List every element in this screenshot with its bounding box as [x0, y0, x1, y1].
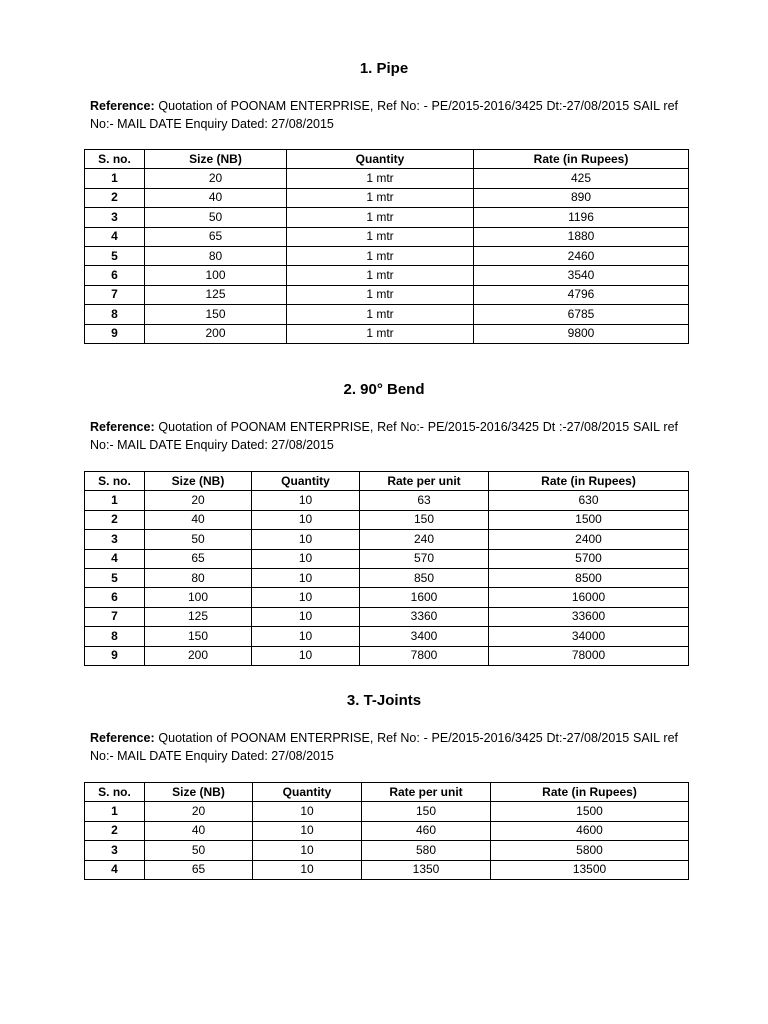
- table-row: [85, 227, 689, 246]
- table-cell: 150: [145, 627, 252, 646]
- serial-number-cell: 3: [85, 530, 145, 549]
- table-cell: 1350: [362, 860, 491, 879]
- table-row: [85, 627, 689, 646]
- table-cell: 16000: [489, 588, 689, 607]
- table-cell: 9800: [474, 324, 689, 343]
- table-row: [85, 208, 689, 227]
- column-header: Size (NB): [145, 472, 252, 491]
- table-cell: 425: [474, 169, 689, 188]
- table-cell: 1500: [491, 802, 689, 821]
- column-header: Size (NB): [145, 150, 287, 169]
- table-cell: 10: [252, 627, 360, 646]
- table-row: [85, 285, 689, 304]
- table-cell: 20: [145, 802, 253, 821]
- serial-number-cell: 7: [85, 285, 145, 304]
- serial-number-cell: 6: [85, 266, 145, 285]
- column-header: Size (NB): [145, 783, 253, 802]
- serial-number-cell: 2: [85, 821, 145, 840]
- serial-number-cell: 8: [85, 627, 145, 646]
- pipe-table: [84, 149, 689, 344]
- column-header: Quantity: [287, 150, 474, 169]
- table-cell: 1 mtr: [287, 324, 474, 343]
- column-header: S. no.: [85, 472, 145, 491]
- table-cell: 10: [252, 530, 360, 549]
- table-cell: 80: [145, 246, 287, 265]
- table-cell: 63: [360, 491, 489, 510]
- table-cell: 1 mtr: [287, 266, 474, 285]
- section-title-pipe: 1. Pipe: [359, 60, 409, 77]
- serial-number-cell: 1: [85, 169, 145, 188]
- serial-number-cell: 9: [85, 646, 145, 665]
- serial-number-cell: 4: [85, 549, 145, 568]
- table-cell: 1 mtr: [287, 208, 474, 227]
- table-cell: 100: [145, 588, 252, 607]
- serial-number-cell: 4: [85, 860, 145, 879]
- reference-label: Reference:: [90, 420, 155, 434]
- table-cell: 8500: [489, 568, 689, 587]
- reference-text: Quotation of POONAM ENTERPRISE, Ref No: - PE/2015-2016/3425 Dt:-27/08/2015 SAIL ref No:- MAIL DATE Enquiry Dated: 27/08/2015: [90, 731, 678, 763]
- table-cell: 10: [252, 549, 360, 568]
- table-cell: 65: [145, 549, 252, 568]
- table-cell: 20: [145, 491, 252, 510]
- serial-number-cell: 5: [85, 246, 145, 265]
- table-cell: 50: [145, 841, 253, 860]
- table-cell: 4600: [491, 821, 689, 840]
- table-row: [85, 549, 689, 568]
- table-row: [85, 802, 689, 821]
- table-cell: 1 mtr: [287, 305, 474, 324]
- table-cell: 50: [145, 530, 252, 549]
- table-cell: 40: [145, 188, 287, 207]
- table-cell: 890: [474, 188, 689, 207]
- table-cell: 80: [145, 568, 252, 587]
- table-header-row: [85, 472, 689, 491]
- table-row: [85, 510, 689, 529]
- table-cell: 10: [253, 860, 362, 879]
- table-header: [85, 783, 689, 802]
- serial-number-cell: 7: [85, 607, 145, 626]
- table-row: [85, 568, 689, 587]
- reference-tjoints: [90, 729, 678, 765]
- table-cell: 10: [252, 607, 360, 626]
- serial-number-cell: 2: [85, 510, 145, 529]
- table-row: [85, 530, 689, 549]
- table-cell: 10: [253, 841, 362, 860]
- table-row: [85, 860, 689, 879]
- table-cell: 34000: [489, 627, 689, 646]
- table-cell: 125: [145, 285, 287, 304]
- table-row: [85, 324, 689, 343]
- serial-number-cell: 3: [85, 208, 145, 227]
- table-cell: 850: [360, 568, 489, 587]
- table-body: [85, 169, 689, 344]
- column-header: Rate (in Rupees): [474, 150, 689, 169]
- section-title-bend: 2. 90° Bend: [343, 381, 425, 398]
- reference-pipe: [90, 97, 678, 133]
- table-cell: 580: [362, 841, 491, 860]
- table-cell: 1 mtr: [287, 188, 474, 207]
- table-cell: 10: [252, 646, 360, 665]
- reference-label: Reference:: [90, 99, 155, 113]
- table-cell: 10: [253, 802, 362, 821]
- table-cell: 200: [145, 324, 287, 343]
- table-cell: 10: [252, 510, 360, 529]
- table-cell: 65: [145, 227, 287, 246]
- table-header-row: [85, 783, 689, 802]
- table-cell: 100: [145, 266, 287, 285]
- table-row: [85, 588, 689, 607]
- table-cell: 78000: [489, 646, 689, 665]
- table-row: [85, 305, 689, 324]
- serial-number-cell: 5: [85, 568, 145, 587]
- table-cell: 570: [360, 549, 489, 568]
- serial-number-cell: 3: [85, 841, 145, 860]
- table-cell: 150: [360, 510, 489, 529]
- reference-label: Reference:: [90, 731, 155, 745]
- table-cell: 6785: [474, 305, 689, 324]
- table-cell: 40: [145, 510, 252, 529]
- table-cell: 150: [145, 305, 287, 324]
- column-header: Rate (in Rupees): [489, 472, 689, 491]
- reference-text: Quotation of POONAM ENTERPRISE, Ref No:- PE/2015-2016/3425 Dt :-27/08/2015 SAIL ref No:- MAIL DATE Enquiry Dated: 27/08/2015: [90, 420, 678, 452]
- reference-bend: [90, 418, 678, 454]
- table-row: [85, 188, 689, 207]
- table-cell: 240: [360, 530, 489, 549]
- table-cell: 1 mtr: [287, 285, 474, 304]
- table-row: [85, 821, 689, 840]
- column-header: Rate per unit: [360, 472, 489, 491]
- table-cell: 630: [489, 491, 689, 510]
- table-cell: 40: [145, 821, 253, 840]
- table-cell: 3540: [474, 266, 689, 285]
- table-cell: 10: [252, 491, 360, 510]
- table-cell: 5800: [491, 841, 689, 860]
- table-cell: 1 mtr: [287, 246, 474, 265]
- table-row: [85, 169, 689, 188]
- table-cell: 460: [362, 821, 491, 840]
- table-cell: 200: [145, 646, 252, 665]
- table-row: [85, 266, 689, 285]
- table-cell: 1600: [360, 588, 489, 607]
- serial-number-cell: 1: [85, 802, 145, 821]
- table-cell: 5700: [489, 549, 689, 568]
- column-header: S. no.: [85, 150, 145, 169]
- table-cell: 1 mtr: [287, 227, 474, 246]
- table-header: [85, 472, 689, 491]
- tjoints-table: [84, 782, 689, 880]
- serial-number-cell: 1: [85, 491, 145, 510]
- table-cell: 10: [252, 568, 360, 587]
- table-cell: 2400: [489, 530, 689, 549]
- table-cell: 125: [145, 607, 252, 626]
- table-cell: 10: [253, 821, 362, 840]
- table-cell: 50: [145, 208, 287, 227]
- table-cell: 13500: [491, 860, 689, 879]
- table-cell: 7800: [360, 646, 489, 665]
- table-header-row: [85, 150, 689, 169]
- table-body: [85, 802, 689, 880]
- table-cell: 20: [145, 169, 287, 188]
- table-cell: 4796: [474, 285, 689, 304]
- reference-text: Quotation of POONAM ENTERPRISE, Ref No: - PE/2015-2016/3425 Dt:-27/08/2015 SAIL ref No:- MAIL DATE Enquiry Dated: 27/08/2015: [90, 99, 678, 131]
- table-cell: 33600: [489, 607, 689, 626]
- table-row: [85, 607, 689, 626]
- table-header: [85, 150, 689, 169]
- column-header: S. no.: [85, 783, 145, 802]
- table-cell: 1880: [474, 227, 689, 246]
- serial-number-cell: 8: [85, 305, 145, 324]
- table-cell: 150: [362, 802, 491, 821]
- serial-number-cell: 2: [85, 188, 145, 207]
- table-row: [85, 646, 689, 665]
- table-cell: 3360: [360, 607, 489, 626]
- bend-table: [84, 471, 689, 666]
- table-cell: 2460: [474, 246, 689, 265]
- serial-number-cell: 9: [85, 324, 145, 343]
- table-body: [85, 491, 689, 666]
- column-header: Quantity: [252, 472, 360, 491]
- table-row: [85, 841, 689, 860]
- table-cell: 1196: [474, 208, 689, 227]
- column-header: Rate (in Rupees): [491, 783, 689, 802]
- table-cell: 1500: [489, 510, 689, 529]
- serial-number-cell: 6: [85, 588, 145, 607]
- table-cell: 1 mtr: [287, 169, 474, 188]
- column-header: Quantity: [253, 783, 362, 802]
- serial-number-cell: 4: [85, 227, 145, 246]
- table-cell: 10: [252, 588, 360, 607]
- table-row: [85, 491, 689, 510]
- section-title-tjoints: 3. T-Joints: [346, 692, 422, 709]
- column-header: Rate per unit: [362, 783, 491, 802]
- table-cell: 3400: [360, 627, 489, 646]
- table-row: [85, 246, 689, 265]
- table-cell: 65: [145, 860, 253, 879]
